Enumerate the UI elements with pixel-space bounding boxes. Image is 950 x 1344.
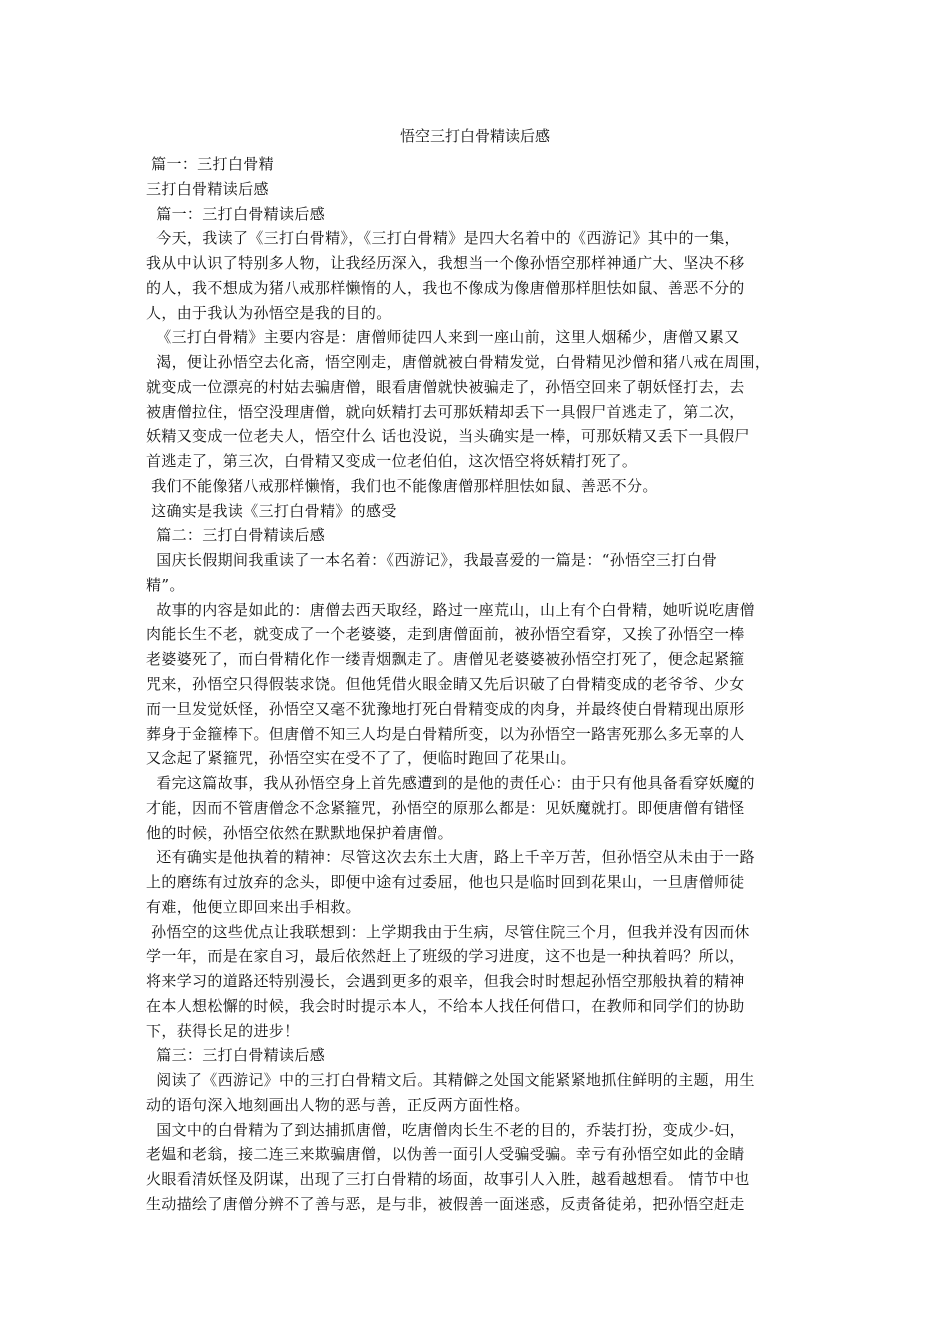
text-line: 篇二：三打白骨精读后感 (146, 526, 326, 545)
text-line: 有难，他便立即回来出手相救。 (146, 897, 361, 916)
text-line: 学一年，而是在家自习，最后依然赶上了班级的学习进度，这不也是一种执着吗？所以， (146, 947, 745, 966)
text-line: 精”。 (146, 575, 185, 594)
text-line: 咒来，孙悟空只得假装求饶。但他凭借火眼金睛又先后识破了白骨精变成的老爷爷、少女 (146, 675, 745, 693)
text-line: 篇三：三打白骨精读后感 (146, 1046, 326, 1065)
text-line: 篇一：三打白骨精读后感 (146, 204, 326, 223)
text-line: 人，由于我认为孙悟空是我的目的。 (146, 303, 392, 322)
text-line: 而一旦发觉妖怪，孙悟空又毫不犹豫地打死白骨精变成的肉身，并最终使白骨精现出原形 (146, 699, 745, 718)
text-line: 渴，便让孙悟空去化斋，悟空刚走，唐僧就被白骨精发觉，白骨精见沙僧和猪八戒在周围， (146, 353, 771, 372)
text-line: 将来学习的道路还特别漫长，会遇到更多的艰辛，但我会时时想起孙悟空那般执着的精神 (146, 972, 745, 991)
text-line: 三打白骨精读后感 (146, 179, 269, 198)
text-line: 老媪和老翁，接二连三来欺骗唐僧，以伪善一面引人受骗受骗。幸亏有孙悟空如此的金睛 (146, 1145, 745, 1164)
text-line: 国文中的白骨精为了到达捕抓唐僧，吃唐僧肉长生不老的目的，乔装打扮，变成少-妇， (146, 1120, 745, 1139)
text-line: 他的时候，孙悟空依然在默默地保护着唐僧。 (146, 823, 454, 842)
text-line: 我从中认识了特别多人物，让我经历深入，我想当一个像孙悟空那样神通广大、坚决不移 (146, 254, 745, 273)
text-line: 这确实是我读《三打白骨精》的感受 (146, 501, 397, 520)
text-line: 火眼看清妖怪及阴谋，出现了三打白骨精的场面，故事引人入胜，越看越想看。 情节中也 (146, 1170, 750, 1189)
text-line: 的人，我不想成为猪八戒那样懒惰的人，我也不像成为像唐僧那样胆怯如鼠、善恶不分的 (146, 278, 745, 297)
text-line: 孙悟空的这些优点让我联想到：上学期我由于生病，尽管住院三个月，但我并没有因而休 (146, 922, 750, 941)
text-line: 生动描绘了唐僧分辨不了善与恶，是与非，被假善一面迷惑，反责备徒弟，把孙悟空赶走 (146, 1195, 745, 1213)
text-line: 今天，我读了《三打白骨精》，《三打白骨精》是四大名着中的《西游记》其中的一集， (146, 229, 740, 248)
text-line: 被唐僧拉住，悟空没理唐僧，就向妖精打去可那妖精却丢下一具假尸首逃走了，第二次， (146, 402, 745, 421)
text-line: 我们不能像猪八戒那样懒惰，我们也不能像唐僧那样胆怯如鼠、善恶不分。 (146, 476, 658, 495)
text-line: 妖精又变成一位老夫人，悟空什么 话也没说，当头确实是一棒，可那妖精又丢下一具假尸 (146, 427, 750, 446)
text-line: 又念起了紧箍咒，孙悟空实在受不了了，便临时跑回了花果山。 (146, 749, 576, 768)
text-line: 葬身于金箍棒下。但唐僧不知三人均是白骨精所变，以为孙悟空一路害死那么多无辜的人 (146, 724, 745, 743)
text-line: 才能，因而不管唐僧念不念紧箍咒，孙悟空的原那么都是：见妖魔就打。即便唐僧有错怪 (146, 798, 745, 817)
document-title: 悟空三打白骨精读后感 (399, 127, 550, 145)
text-line: 下，获得长足的进步！ (146, 1021, 300, 1040)
text-line: 在本人想松懈的时候，我会时时提示本人，不给本人找任何借口，在教师和同学们的协助 (146, 996, 745, 1015)
text-line: 故事的内容是如此的：唐僧去西天取经，路过一座荒山，山上有个白骨精，她听说吃唐僧 (146, 600, 755, 619)
text-line: 老婆婆死了，而白骨精化作一缕青烟飘走了。唐僧见老婆婆被孙悟空打死了，便念起紧箍 (146, 650, 745, 669)
text-line: 国庆长假期间我重读了一本名着：《西游记》，我最喜爱的一篇是：“孙悟空三打白骨 (146, 551, 718, 570)
text-line: 就变成一位漂亮的村姑去骗唐僧，眼看唐僧就快被骗走了，孙悟空回来了朝妖怪打去，去 (146, 377, 745, 396)
text-line: 首逃走了，第三次，白骨精又变成一位老伯伯，这次悟空将妖精打死了。 (146, 452, 638, 471)
text-line: 动的语句深入地刻画出人物的恶与善，正反两方面性格。 (146, 1095, 530, 1114)
text-line: 肉能长生不老，就变成了一个老婆婆，走到唐僧面前，被孙悟空看穿，又挨了孙悟空一棒 (146, 625, 745, 644)
text-line: 《三打白骨精》主要内容是：唐僧师徒四人来到一座山前，这里人烟稀少，唐僧又累又 (146, 328, 740, 347)
text-line: 还有确实是他执着的精神：尽管这次去东土大唐，路上千辛万苦，但孙悟空从未由于一路 (146, 848, 755, 867)
text-line: 阅读了《西游记》中的三打白骨精文后。其精僻之处国文能紧紧地抓住鲜明的主题，用生 (146, 1071, 755, 1090)
text-line: 看完这篇故事，我从孙悟空身上首先感遭到的是他的责任心：由于只有他具备看穿妖魔的 (146, 774, 755, 793)
text-line: 篇一：三打白骨精 (146, 155, 274, 173)
text-line: 上的磨练有过放弃的念头，即便中途有过委屈，他也只是临时回到花果山，一旦唐僧师徒 (146, 873, 745, 892)
